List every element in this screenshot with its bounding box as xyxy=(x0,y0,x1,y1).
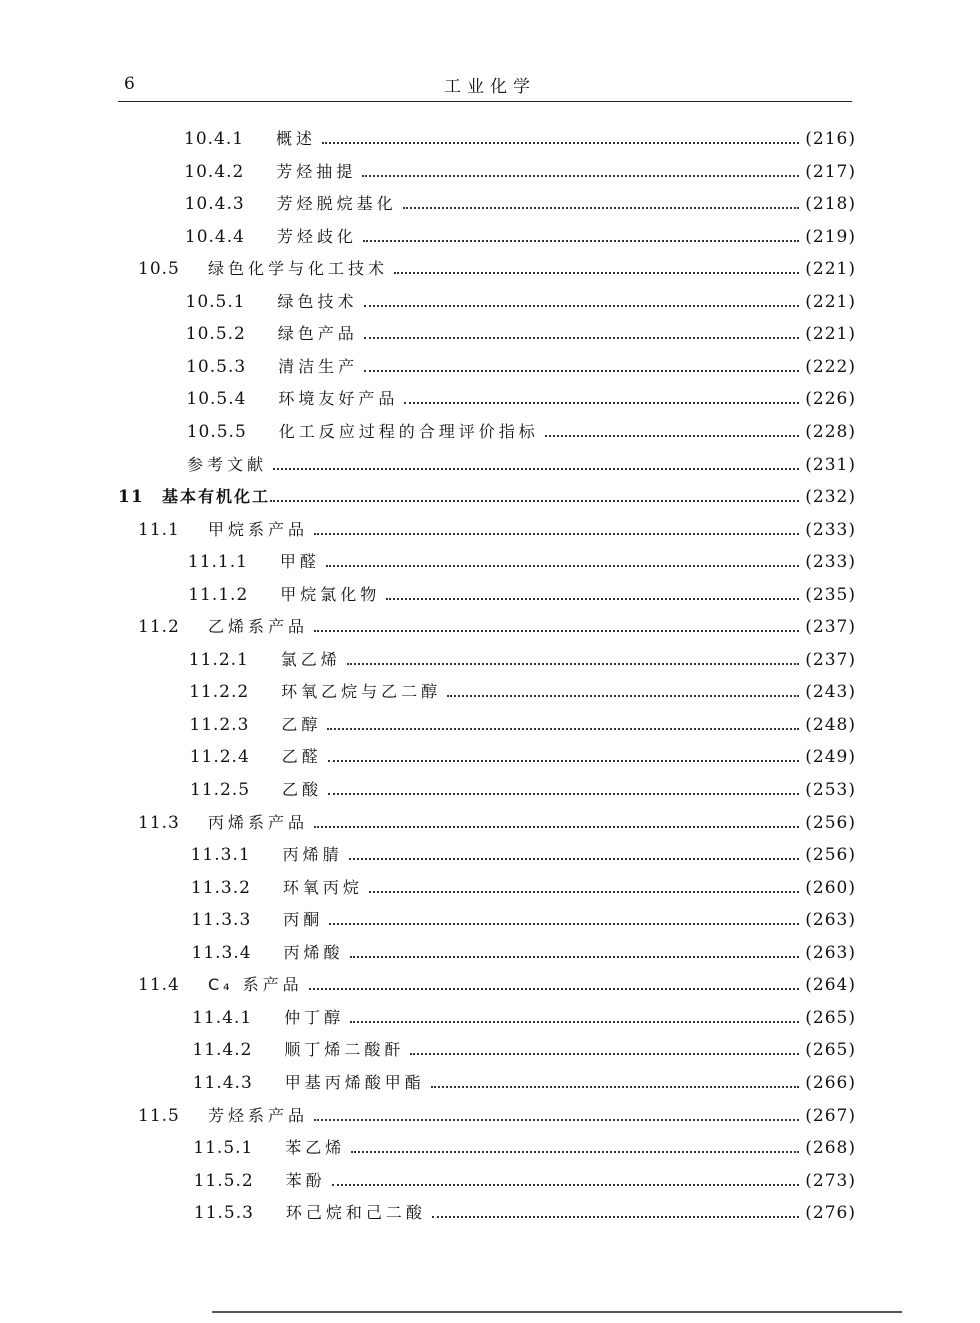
toc-subsection[interactable] xyxy=(191,873,856,903)
toc-leader-dots xyxy=(349,858,800,860)
toc-leader-dots xyxy=(326,565,799,567)
toc-number: 11.3.3 xyxy=(191,910,252,931)
toc-title: 甲烷氯化物 xyxy=(280,584,381,604)
toc-title: 乙烯系产品 xyxy=(208,617,309,637)
toc-number: 10.5.4 xyxy=(186,389,247,410)
toc-leader-dots xyxy=(432,1216,799,1218)
toc-number: 11.1.2 xyxy=(188,584,249,605)
toc-leader-dots xyxy=(364,337,799,339)
toc-leader-dots xyxy=(363,240,799,242)
toc-page-number: (263) xyxy=(805,910,856,931)
toc-page-number: (276) xyxy=(805,1203,856,1224)
toc-title: 概述 xyxy=(276,129,317,148)
toc-number: 10.4.2 xyxy=(184,161,245,182)
toc-page-number: (221) xyxy=(805,259,856,280)
toc-title: 参考文献 xyxy=(187,454,268,474)
toc-title: 清洁生产 xyxy=(278,356,359,376)
toc-title: 甲基丙烯酸甲酯 xyxy=(284,1072,425,1092)
toc-number: 10.5.3 xyxy=(186,356,247,377)
toc-number: 11.2 xyxy=(138,617,180,638)
toc-subsection[interactable] xyxy=(189,645,856,675)
toc-page-number: (219) xyxy=(805,226,856,247)
toc-leader-dots xyxy=(410,1053,799,1055)
toc-subsection[interactable] xyxy=(188,580,856,610)
toc-title: C₄ 系产品 xyxy=(208,975,303,995)
toc-page-number: (268) xyxy=(805,1138,856,1159)
toc-number: 11.5.3 xyxy=(193,1203,254,1224)
toc-page-number: (243) xyxy=(805,682,856,703)
toc-leader-dots xyxy=(350,956,800,958)
toc-title: 芳烃歧化 xyxy=(276,226,357,246)
toc-number: 11.3.1 xyxy=(190,845,251,866)
toc-leader-dots xyxy=(327,728,799,730)
toc-page-number: (233) xyxy=(805,519,856,540)
toc-page-number: (267) xyxy=(805,1105,856,1126)
toc-title: 绿色化学与化工技术 xyxy=(208,259,389,279)
toc-page-number: (235) xyxy=(805,584,856,605)
toc-number: 11.2.5 xyxy=(190,780,251,800)
toc-title: 氯乙烯 xyxy=(280,649,341,669)
toc-subsection[interactable] xyxy=(194,1166,856,1196)
toc-title: 丙烯酸 xyxy=(283,942,344,962)
toc-number: 11.4.1 xyxy=(192,1007,253,1028)
toc-number: 11.5.2 xyxy=(193,1170,254,1191)
toc-title: 乙醛 xyxy=(281,747,322,767)
toc-title: 芳烃系产品 xyxy=(208,1105,309,1125)
toc-title: 基本有机化工 xyxy=(162,487,271,507)
toc-subsection[interactable] xyxy=(191,840,856,870)
toc-leader-dots xyxy=(314,1119,799,1121)
toc-page-number: (233) xyxy=(805,552,856,573)
toc-number: 11.4.2 xyxy=(192,1040,253,1061)
toc-section[interactable] xyxy=(138,515,856,545)
toc-leader-dots xyxy=(329,923,799,925)
toc-subsection[interactable] xyxy=(190,775,856,805)
toc-page-number: (248) xyxy=(805,714,856,735)
toc-subsection[interactable] xyxy=(189,677,856,707)
toc-number: 11.2.1 xyxy=(188,649,249,670)
toc-title: 绿色技术 xyxy=(277,291,358,311)
toc-number: 11 xyxy=(118,487,144,508)
toc-title: 苯乙烯 xyxy=(285,1138,346,1158)
toc-subsection[interactable] xyxy=(189,710,856,740)
toc-page-number: (265) xyxy=(805,1007,856,1028)
toc-title: 仲丁醇 xyxy=(284,1007,345,1027)
toc-page-number: (226) xyxy=(805,389,856,410)
toc-number: 10.5.1 xyxy=(185,291,246,312)
toc-page-number: (222) xyxy=(805,356,856,377)
toc-number: 11.3.2 xyxy=(190,877,251,898)
toc-title: 芳烃抽提 xyxy=(276,161,357,181)
toc-leader-dots xyxy=(447,695,799,697)
toc-leader-dots xyxy=(347,663,799,665)
toc-page-number: (253) xyxy=(805,780,856,800)
toc-page-number: (263) xyxy=(805,942,856,963)
toc-leader-dots xyxy=(350,1021,799,1023)
toc-page-number: (256) xyxy=(805,845,856,866)
toc-page-number: (232) xyxy=(805,487,856,508)
toc-subsection[interactable] xyxy=(192,1003,856,1033)
toc-leader-dots xyxy=(270,500,799,502)
toc-subsection[interactable] xyxy=(192,938,857,968)
toc-subsection[interactable] xyxy=(194,1198,856,1228)
toc-leader-dots xyxy=(332,1184,800,1186)
toc-subsection[interactable] xyxy=(187,417,856,447)
toc-subsection[interactable] xyxy=(185,189,856,219)
toc-title: 丙烯腈 xyxy=(282,845,343,865)
toc-subsection[interactable] xyxy=(192,1035,856,1065)
toc-subsection[interactable] xyxy=(187,450,856,480)
toc-leader-dots xyxy=(394,272,799,274)
footer-rule xyxy=(212,1311,902,1313)
toc-page-number: (221) xyxy=(805,291,856,312)
toc-number: 11.5.1 xyxy=(193,1138,254,1159)
toc-leader-dots xyxy=(351,1151,799,1153)
toc-subsection[interactable] xyxy=(186,287,857,317)
toc-number: 11.1 xyxy=(138,519,180,540)
toc-title: 环氧丙烷 xyxy=(282,877,363,897)
toc-section[interactable] xyxy=(138,254,856,284)
toc-leader-dots xyxy=(328,760,800,762)
toc-subsection[interactable] xyxy=(193,1068,856,1098)
toc-leader-dots xyxy=(364,370,799,372)
toc-leader-dots xyxy=(545,435,800,437)
toc-subsection[interactable] xyxy=(184,157,856,187)
toc-leader-dots xyxy=(314,826,799,828)
toc-page-number: (264) xyxy=(805,975,856,996)
toc-page-number: (237) xyxy=(805,649,856,670)
toc-title: 环氧乙烷与乙二醇 xyxy=(281,682,442,702)
toc-number: 11.1.1 xyxy=(187,552,248,573)
toc-title: 丙酮 xyxy=(283,910,324,930)
toc-page-number: (266) xyxy=(805,1072,856,1093)
toc-leader-dots xyxy=(314,630,799,632)
toc-leader-dots xyxy=(403,207,800,209)
toc-subsection[interactable] xyxy=(186,352,856,382)
toc-title: 芳烃脱烷基化 xyxy=(276,194,397,214)
toc-number: 11.3 xyxy=(138,812,180,833)
toc-page-number: (217) xyxy=(805,161,856,182)
toc-number: 10.4.4 xyxy=(184,226,245,247)
toc-number: 10.5 xyxy=(138,259,180,280)
toc-subsection[interactable] xyxy=(193,1133,856,1163)
toc-number: 11.5 xyxy=(138,1105,180,1126)
toc-page-number: (273) xyxy=(805,1170,856,1191)
running-title: 工业化学 xyxy=(444,77,536,97)
toc-number: 11.4.3 xyxy=(192,1072,253,1093)
toc-leader-dots xyxy=(386,598,799,600)
toc-title: 甲醛 xyxy=(279,552,320,572)
toc-subsection[interactable] xyxy=(186,319,856,349)
toc-chapter[interactable] xyxy=(118,482,856,512)
toc-title: 甲烷系产品 xyxy=(208,519,309,539)
toc-leader-dots xyxy=(328,793,799,795)
toc-number: 11.2.3 xyxy=(189,714,250,735)
toc-subsection[interactable] xyxy=(184,124,856,154)
toc-subsection[interactable] xyxy=(188,547,856,577)
toc-number: 11.4 xyxy=(138,975,180,996)
toc-page-number: (256) xyxy=(805,812,856,833)
toc-section[interactable] xyxy=(138,1101,856,1131)
toc-number: 11.2.2 xyxy=(189,682,250,703)
toc-page-number: (260) xyxy=(805,877,856,898)
toc-title: 环己烷和己二酸 xyxy=(285,1203,426,1223)
toc-title: 苯酚 xyxy=(285,1170,326,1190)
toc-number: 10.4.3 xyxy=(184,194,245,215)
toc-leader-dots xyxy=(309,988,800,990)
toc-number: 11.3.4 xyxy=(191,942,252,963)
toc-number: 10.5.2 xyxy=(185,324,246,345)
toc-page-number: (228) xyxy=(805,421,856,442)
header-rule xyxy=(118,101,852,102)
toc-leader-dots xyxy=(364,305,800,307)
toc-leader-dots xyxy=(369,891,799,893)
toc-page-number: (231) xyxy=(805,454,856,475)
page-number: 6 xyxy=(124,74,135,94)
toc-number: 10.5.5 xyxy=(186,421,247,442)
toc-number: 10.4.1 xyxy=(184,129,245,149)
toc-page-number: (237) xyxy=(805,617,856,638)
toc-title: 环境友好产品 xyxy=(278,389,399,409)
toc-page-number: (218) xyxy=(805,194,856,215)
toc-title: 乙醇 xyxy=(281,714,322,734)
toc-title: 化工反应过程的合理评价指标 xyxy=(278,421,539,441)
toc-number: 11.2.4 xyxy=(189,747,250,768)
toc-title: 丙烯系产品 xyxy=(208,812,309,832)
toc-subsection[interactable] xyxy=(186,384,856,414)
toc-page-number: (221) xyxy=(805,324,856,345)
toc-leader-dots xyxy=(322,142,799,144)
toc-leader-dots xyxy=(404,402,799,404)
toc-leader-dots xyxy=(314,533,799,535)
toc-section[interactable] xyxy=(138,612,856,642)
toc-leader-dots xyxy=(431,1086,800,1088)
toc-title: 乙酸 xyxy=(282,780,323,799)
toc-page-number: (265) xyxy=(805,1040,856,1061)
toc-subsection[interactable] xyxy=(191,905,856,935)
toc-page-number: (216) xyxy=(805,129,856,149)
toc-subsection[interactable] xyxy=(190,742,856,772)
toc-section[interactable] xyxy=(138,970,856,1000)
toc-leader-dots xyxy=(273,468,799,470)
toc-page-number: (249) xyxy=(805,747,856,768)
toc-title: 绿色产品 xyxy=(277,324,358,344)
toc-leader-dots xyxy=(362,175,799,177)
toc-section[interactable] xyxy=(138,808,856,838)
toc-subsection[interactable] xyxy=(185,222,856,252)
toc-title: 顺丁烯二酸酐 xyxy=(284,1040,405,1060)
